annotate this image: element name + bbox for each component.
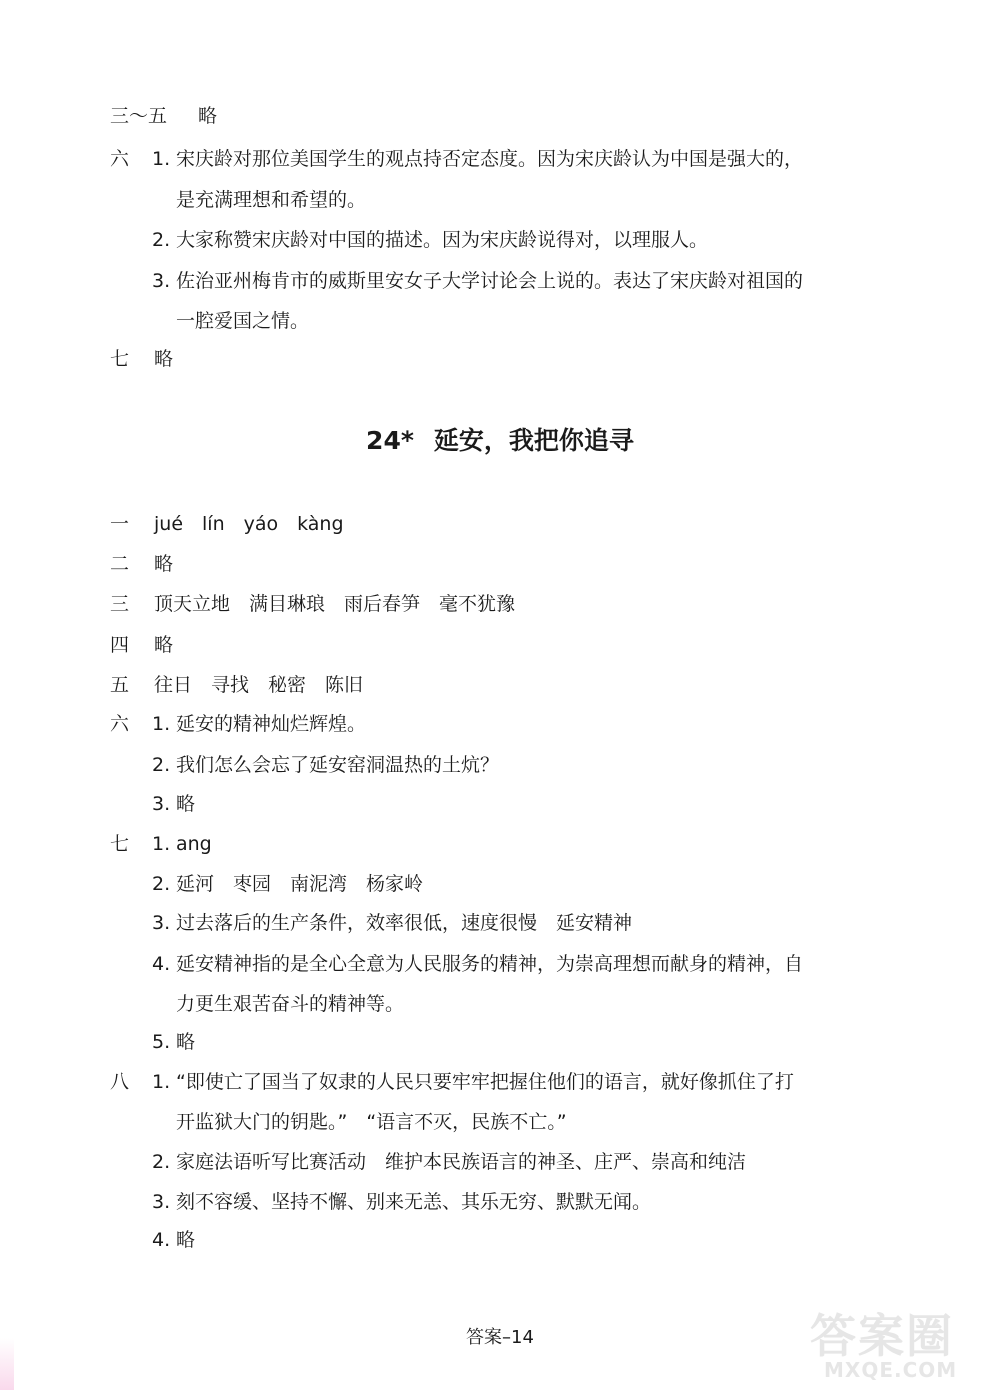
edge-mark bbox=[0, 1338, 14, 1390]
watermark-main-text: 答案圈 bbox=[810, 1309, 954, 1363]
item-number: 4. bbox=[152, 953, 171, 975]
section-label: 七 bbox=[110, 833, 130, 855]
item-number: 2. bbox=[152, 873, 171, 895]
answer-text: 过去落后的生产条件，效率很低，速度很慢 延安精神 bbox=[176, 912, 633, 934]
section-label: 一 bbox=[110, 513, 130, 535]
section-label: 四 bbox=[110, 634, 130, 656]
section-label: 六 bbox=[110, 713, 130, 735]
item-number: 2. bbox=[152, 754, 171, 776]
answer-text: ang bbox=[176, 833, 212, 855]
answer-text: 家庭法语听写比赛活动 维护本民族语言的神圣、庄严、崇高和纯洁 bbox=[176, 1151, 747, 1173]
item-number: 1. bbox=[152, 833, 171, 855]
answer-text: 是充满理想和希望的。 bbox=[176, 189, 367, 211]
item-number: 3. bbox=[152, 270, 171, 292]
answer-text: 延安精神指的是全心全意为人民服务的精神，为崇高理想而献身的精神，自 bbox=[176, 953, 804, 975]
answer-text: 顶天立地 满目琳琅 雨后春笋 毫不犹豫 bbox=[154, 593, 516, 615]
section-label: 三 bbox=[110, 593, 130, 615]
answer-text: 刻不容缓、坚持不懈、别来无恙、其乐无穷、默默无闻。 bbox=[176, 1191, 652, 1213]
answer-text: 略 bbox=[176, 1031, 196, 1053]
lesson-name: 延安，我把你追寻 bbox=[433, 426, 634, 455]
section-label: 三～五 bbox=[110, 105, 168, 127]
lesson-title bbox=[0, 425, 1000, 457]
lesson-number: 24* bbox=[366, 426, 414, 455]
item-number: 5. bbox=[152, 1031, 171, 1053]
item-number: 3. bbox=[152, 1191, 171, 1213]
page-number: 答案–14 bbox=[466, 1327, 534, 1348]
answer-text: 略 bbox=[176, 793, 196, 815]
item-number: 4. bbox=[152, 1229, 171, 1251]
watermark-domain-text: MXQE.COM bbox=[824, 1358, 958, 1382]
section-label: 二 bbox=[110, 553, 130, 575]
answer-text: 略 bbox=[176, 1229, 196, 1251]
answer-text: 开监狱大门的钥匙。” “语言不灭，民族不亡。” bbox=[176, 1111, 567, 1133]
item-number: 1. bbox=[152, 713, 171, 735]
item-number: 1. bbox=[152, 1071, 171, 1093]
answer-text: 力更生艰苦奋斗的精神等。 bbox=[176, 993, 405, 1015]
answer-text: jué lín yáo kàng bbox=[154, 513, 344, 535]
item-number: 3. bbox=[152, 912, 171, 934]
item-number: 2. bbox=[152, 229, 171, 251]
section-label: 五 bbox=[110, 674, 130, 696]
answer-text: 大家称赞宋庆龄对中国的描述。因为宋庆龄说得对，以理服人。 bbox=[176, 229, 709, 251]
item-number: 1. bbox=[152, 148, 171, 170]
section-label: 六 bbox=[110, 148, 130, 170]
item-number: 3. bbox=[152, 793, 171, 815]
answer-text: 宋庆龄对那位美国学生的观点持否定态度。因为宋庆龄认为中国是强大的， bbox=[176, 148, 804, 170]
answer-text: 佐治亚州梅肯市的威斯里安女子大学讨论会上说的。表达了宋庆龄对祖国的 bbox=[176, 270, 804, 292]
section-label: 七 bbox=[110, 348, 130, 370]
answer-text: 往日 寻找 秘密 陈旧 bbox=[154, 674, 364, 696]
answer-text: 略 bbox=[154, 348, 174, 370]
answer-text: 一腔爱国之情。 bbox=[176, 310, 310, 332]
answer-text: 略 bbox=[154, 634, 174, 656]
answer-text: 延安的精神灿烂辉煌。 bbox=[176, 713, 367, 735]
answer-text: 略 bbox=[154, 553, 174, 575]
answer-text: 延河 枣园 南泥湾 杨家岭 bbox=[176, 873, 424, 895]
answer-text: 我们怎么会忘了延安窑洞温热的土炕？ bbox=[176, 754, 500, 776]
item-number: 2. bbox=[152, 1151, 171, 1173]
watermark-logo bbox=[810, 1300, 990, 1388]
answer-text: 略 bbox=[198, 105, 218, 127]
section-label: 八 bbox=[110, 1071, 130, 1093]
answer-text: “即使亡了国当了奴隶的人民只要牢牢把握住他们的语言，就好像抓住了打 bbox=[176, 1071, 794, 1093]
